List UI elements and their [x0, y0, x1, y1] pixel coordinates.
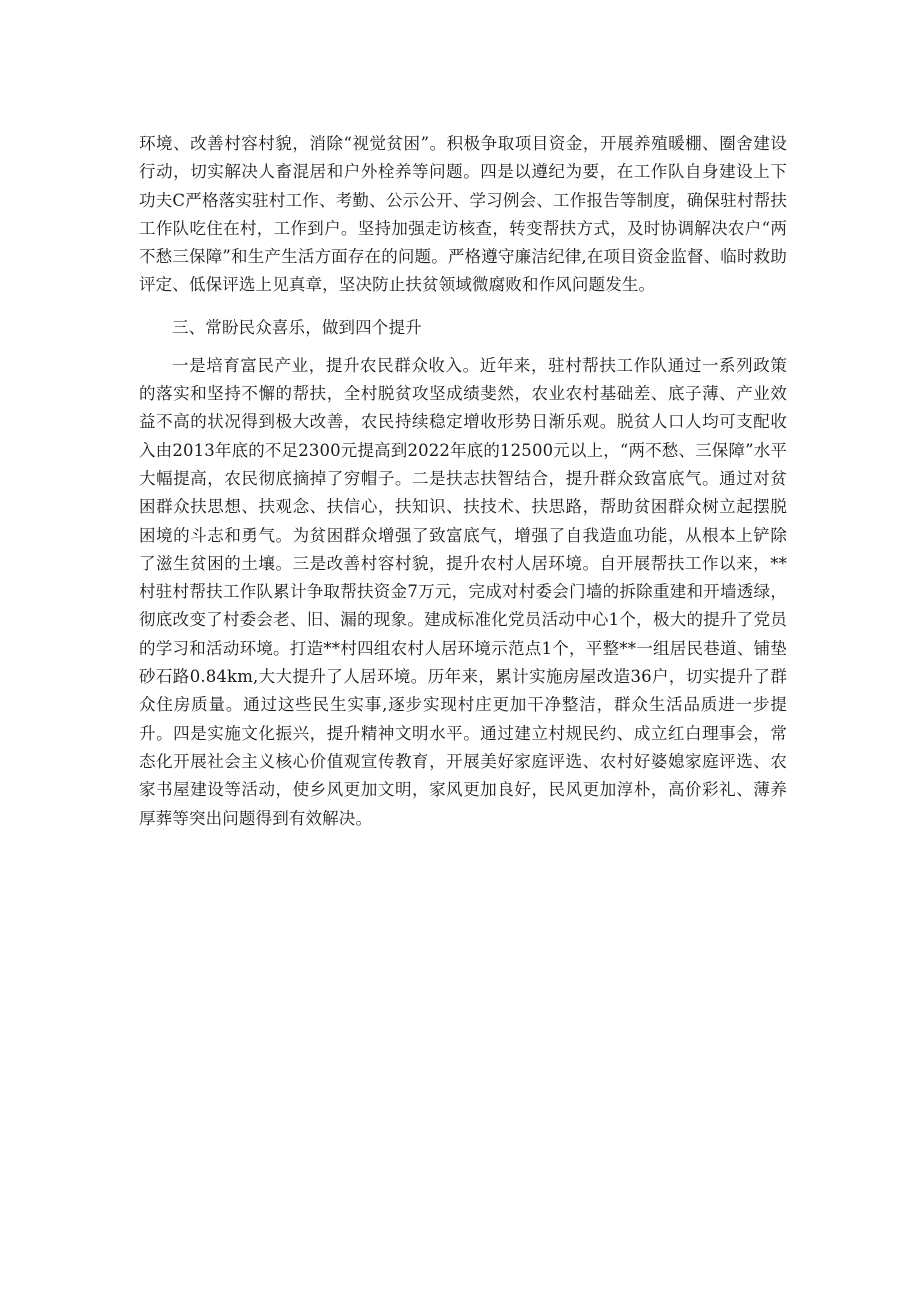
paragraph-continuation: 环境、改善村容村貌，消除“视觉贫困”。积极争取项目资金，开展养殖暖棚、圈舍建设行动，切实解决人畜混居和户外栓养等问题。四是以遵纪为要，在工作队自身建设上下功夫C严格落实驻村工作、考勤、公示公开、学习例会、工作报告等制度，确保驻村帮扶工作队吃住在村，工作到户。坚持加强走访核查，转变帮扶方式，及时协调解决农户“两不愁三保障”和生产生活方面存在的问题。严格遵守廉洁纪律,在项目资金监督、临时救助评定、低保评选上见真章，坚决防止扶贫领域微腐败和作风问题发生。: [139, 134, 787, 295]
section-heading: 三、常盼民众喜乐，做到四个提升: [172, 317, 422, 337]
paragraph-four-improvements: 一是培育富民产业，提升农民群众收入。近年来，驻村帮扶工作队通过一系列政策的落实和坚持不懈的帮扶，全村脱贫攻坚成绩斐然，农业农村基础差、底子薄、产业效益不高的状况得到极大改善，农民持续稳定增收形势日渐乐观。脱贫人口人均可支配收入由2013年底的不足2300元提高到2022年底的12500元以上，“两不愁、三保障”水平大幅提高，农民彻底摘掉了穷帽子。二是扶志扶智结合，提升群众致富底气。通过对贫困群众扶思想、扶观念、扶信心，扶知识、扶技术、扶思路，帮助贫困群众树立起摆脱困境的斗志和勇气。为贫困群众增强了致富底气，增强了自我造血功能，从根本上铲除了滋生贫困的土壤。三是改善村容村貌，提升农村人居环境。自开展帮扶工作以来，**村驻村帮扶工作队累计争取帮扶资金7万元，完成对村委会门墙的拆除重建和开墙透绿，彻底改变了村委会老、旧、漏的现象。建成标准化党员活动中心1个，极大的提升了党员的学习和活动环境。打造**村四组农村人居环境示范点1个，平整**一组居民巷道、铺垫砂石路0.84km,大大提升了人居环境。历年来，累计实施房屋改造36户，切实提升了群众住房质量。通过这些民生实事,逐步实现村庄更加干净整洁，群众生活品质进一步提升。四是实施文化振兴，提升精神文明水平。通过建立村规民约、成立红白理事会，常态化开展社会主义核心价值观宣传教育，开展美好家庭评选、农村好婆媳家庭评选、农家书屋建设等活动，使乡风更加文明，家风更加良好，民风更加淳朴，高价彩礼、薄养厚葬等突出问题得到有效解决。: [139, 355, 787, 828]
document-body: [139, 130, 787, 833]
